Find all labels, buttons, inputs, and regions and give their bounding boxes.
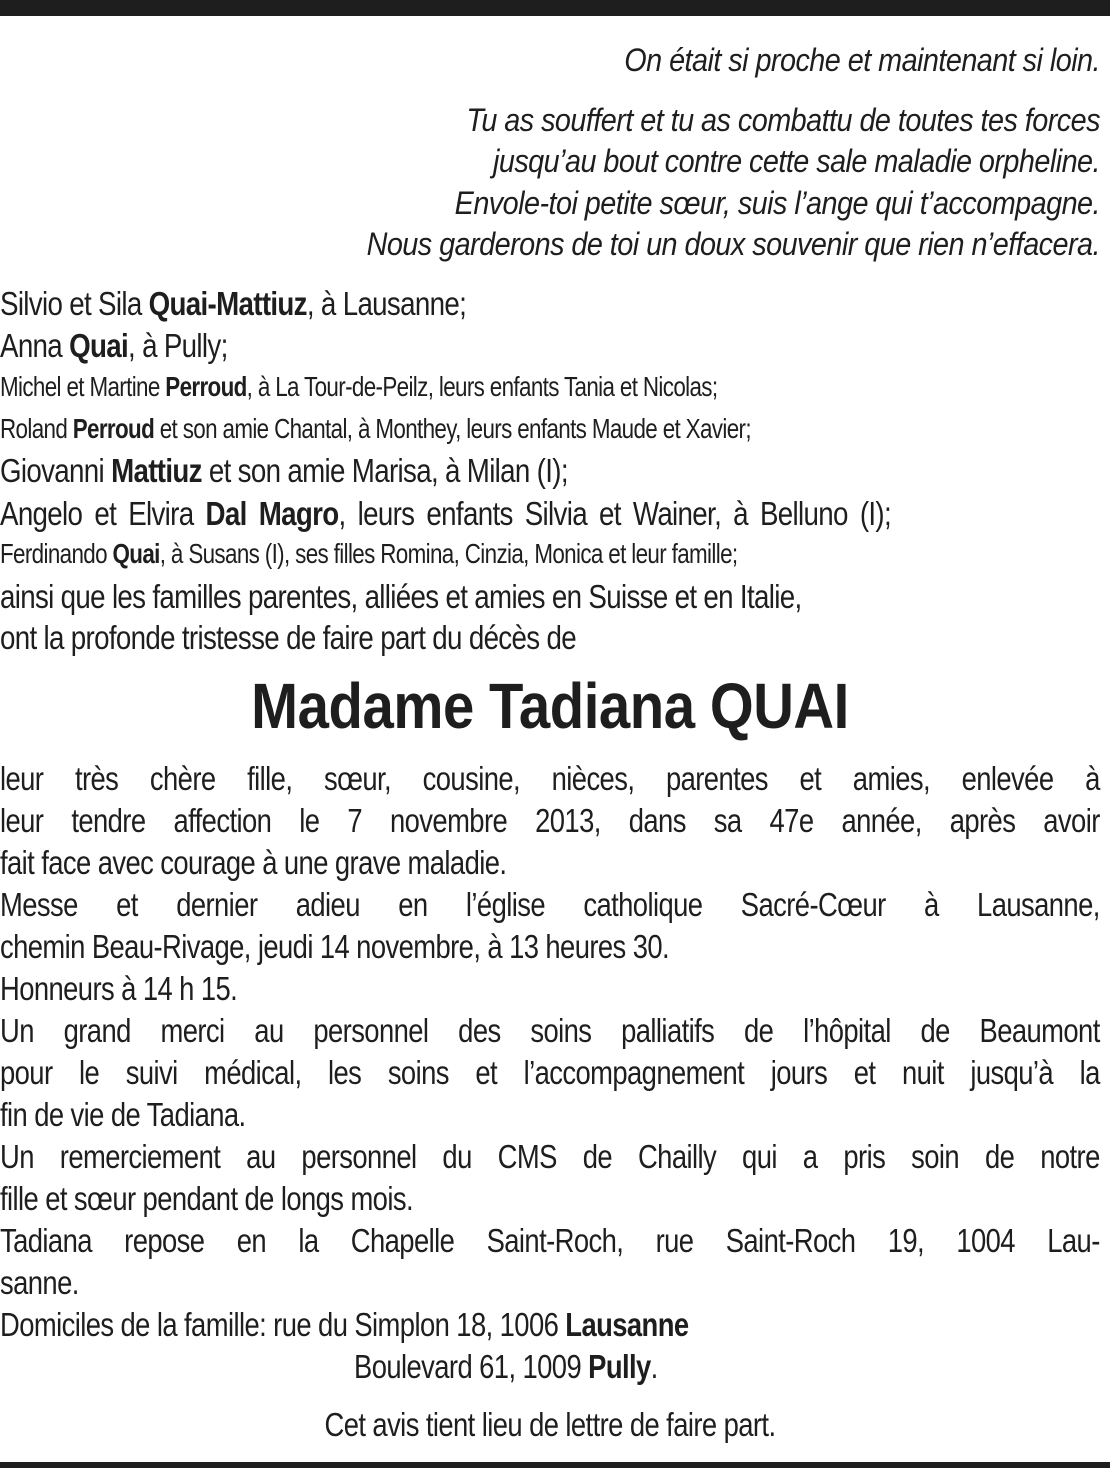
body-line: pour le suivi médical, les soins et l’accompagnement jours et nuit jusqu’à la [0, 1054, 1100, 1091]
family-line: Michel et Martine Perroud, à La Tour-de-Peilz, leurs enfants Tania et Nicolas; [0, 371, 718, 402]
family-line: Anna Quai, à Pully; [0, 327, 228, 364]
poem-line: On était si proche et maintenant si loin. [624, 42, 1100, 78]
body-line: fait face avec courage à une grave maladie. [0, 844, 507, 881]
family-surname: Quai [69, 327, 129, 364]
domicile-line: Boulevard 61, 1009 Pully. [354, 1348, 658, 1385]
top-rule [0, 0, 1110, 16]
body-line: Messe et dernier adieu en l’église catholique Sacré-Cœur à Lausanne, [0, 886, 1100, 923]
closing-note: Cet avis tient lieu de lettre de faire part. [324, 1406, 776, 1443]
domicile-city: Pully [588, 1348, 651, 1385]
poem-line: jusqu’au bout contre cette sale maladie orpheline. [492, 143, 1100, 179]
family-surname: Dal Magro [205, 495, 339, 532]
body-line: fin de vie de Tadiana. [0, 1096, 246, 1133]
body-line: leur très chère fille, sœur, cousine, nièces, parentes et amies, enlevée à [0, 760, 1100, 797]
poem-line: Tu as souffert et tu as combattu de toutes tes forces [466, 102, 1100, 138]
domicile-line: Domiciles de la famille: rue du Simplon 18, 1006 Lausanne [0, 1306, 689, 1343]
family-line: Ferdinando Quai, à Susans (I), ses filles Romina, Cinzia, Monica et leur famille; [0, 538, 738, 569]
family-surname: Quai-Mattiuz [148, 285, 307, 322]
deceased-name: Madame Tadiana QUAI [251, 670, 849, 742]
family-line: Giovanni Mattiuz et son amie Marisa, à Milan (I); [0, 452, 568, 489]
family-surname: Mattiuz [111, 452, 202, 489]
body-line: Un grand merci au personnel des soins palliatifs de l’hôpital de Beaumont [0, 1012, 1100, 1049]
intro-line: ainsi que les familles parentes, alliées et amies en Suisse et en Italie, [0, 578, 802, 615]
family-surname: Perroud [165, 371, 247, 402]
poem-line: Envole-toi petite sœur, suis l’ange qui t’accompagne. [454, 185, 1100, 221]
family-surname: Perroud [72, 413, 155, 444]
body-line: Un remerciement au personnel du CMS de Chailly qui a pris soin de notre [0, 1138, 1100, 1175]
body-line: fille et sœur pendant de longs mois. [0, 1180, 413, 1217]
family-line: Angelo et Elvira Dal Magro, leurs enfants Silvia et Wainer, à Belluno (I); [0, 495, 892, 532]
domicile-city: Lausanne [565, 1306, 689, 1343]
body-line: sanne. [0, 1264, 79, 1301]
intro-line: ont la profonde tristesse de faire part du décès de [0, 619, 576, 656]
family-line: Roland Perroud et son amie Chantal, à Monthey, leurs enfants Maude et Xavier; [0, 413, 751, 444]
body-line: leur tendre affection le 7 novembre 2013, dans sa 47e année, après avoir [0, 802, 1100, 839]
poem-line: Nous garderons de toi un doux souvenir que rien n’effacera. [366, 226, 1100, 262]
family-surname: Quai [112, 538, 160, 569]
body-line: chemin Beau-Rivage, jeudi 14 novembre, à 13 heures 30. [0, 928, 670, 965]
family-line: Silvio et Sila Quai-Mattiuz, à Lausanne; [0, 285, 467, 322]
bottom-rule [0, 1462, 1110, 1468]
body-line: Tadiana repose en la Chapelle Saint-Roch, rue Saint-Roch 19, 1004 Lau- [0, 1222, 1100, 1259]
body-line: Honneurs à 14 h 15. [0, 970, 238, 1007]
